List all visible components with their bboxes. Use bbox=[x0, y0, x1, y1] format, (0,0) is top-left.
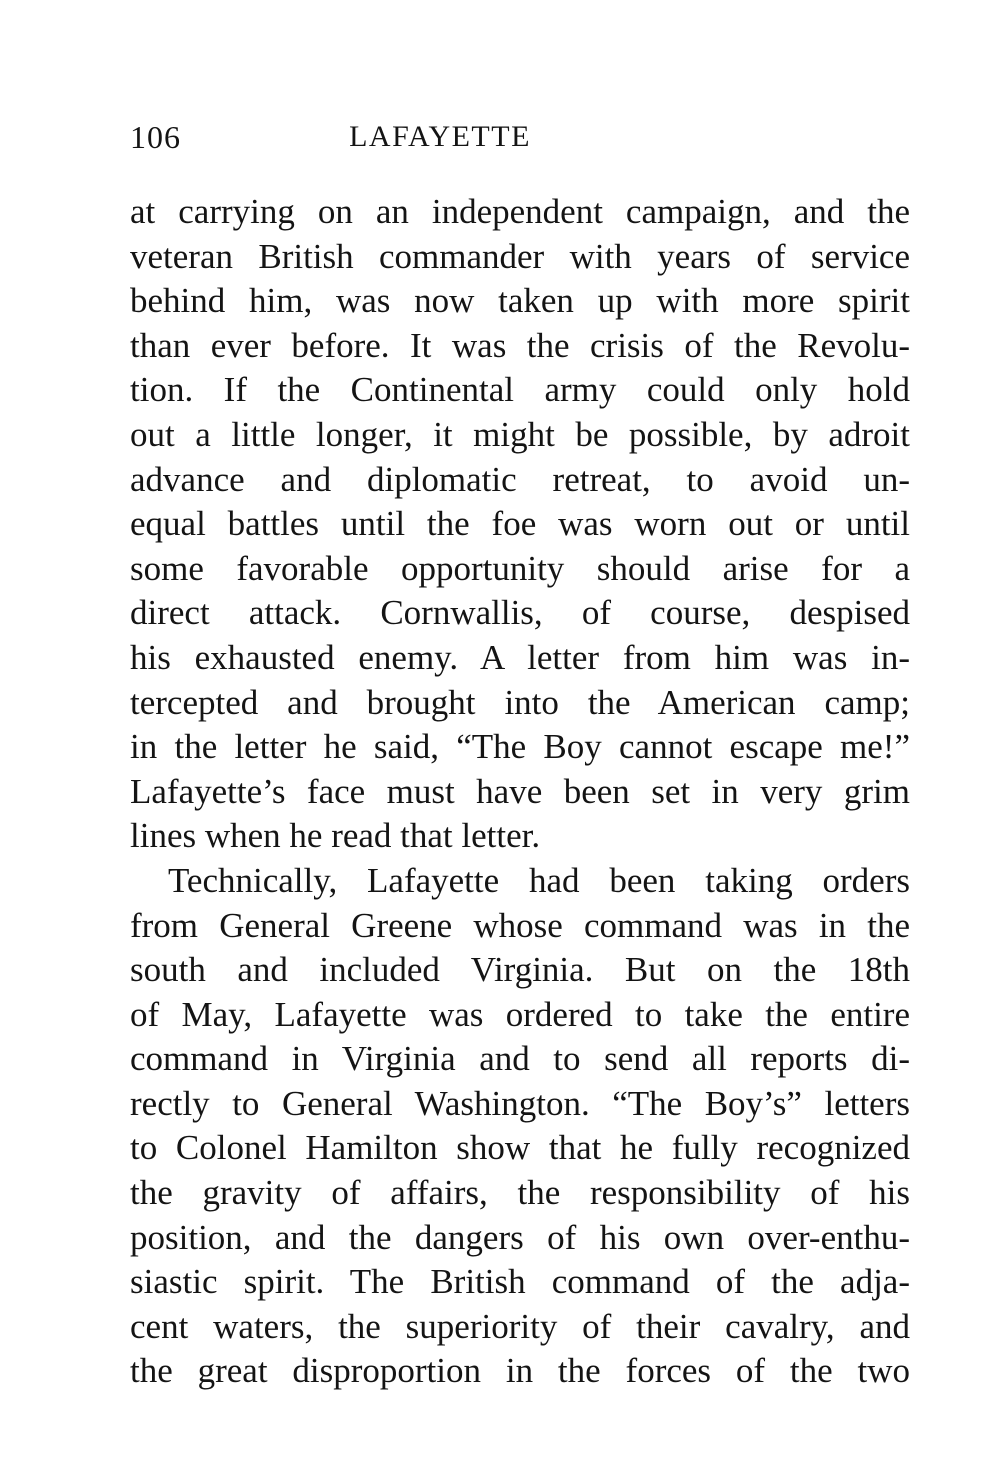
text-line: veteran British commander with years of service bbox=[130, 236, 910, 276]
text-line: Lafayette’s face must have been set in very grim bbox=[130, 771, 910, 811]
text-line: tercepted and brought into the American camp; bbox=[130, 682, 910, 722]
text-line: behind him, was now taken up with more spirit bbox=[130, 281, 910, 321]
text-line: his exhausted enemy. A letter from him was in- bbox=[130, 637, 910, 677]
page-header bbox=[130, 112, 910, 162]
text-line: in the letter he said, “The Boy cannot escape me!” bbox=[130, 727, 910, 767]
text-line: siastic spirit. The British command of the adja- bbox=[130, 1262, 910, 1302]
text-line: the great disproportion in the forces of the two bbox=[130, 1351, 910, 1391]
text-line: out a little longer, it might be possible, by adroit bbox=[130, 414, 910, 454]
paragraph-1 bbox=[130, 190, 910, 859]
text-line: than ever before. It was the crisis of the Revolu- bbox=[130, 325, 910, 365]
text-line: rectly to General Washington. “The Boy’s” letters bbox=[130, 1083, 910, 1123]
body-text bbox=[130, 190, 910, 1394]
page-number: 106 bbox=[130, 119, 181, 155]
text-line: position, and the dangers of his own over-enthu- bbox=[130, 1217, 910, 1257]
text-line: of May, Lafayette was ordered to take the entire bbox=[130, 994, 910, 1034]
text-line: the gravity of affairs, the responsibility of his bbox=[130, 1173, 910, 1213]
text-line: cent waters, the superiority of their cavalry, and bbox=[130, 1306, 910, 1346]
text-line: lines when he read that letter. bbox=[130, 816, 541, 856]
text-line: command in Virginia and to send all reports di- bbox=[130, 1039, 910, 1079]
text-line: tion. If the Continental army could only hold bbox=[130, 370, 910, 410]
text-line: equal battles until the foe was worn out or until bbox=[130, 504, 910, 544]
paragraph-2 bbox=[130, 859, 910, 1394]
text-line: at carrying on an independent campaign, and the bbox=[130, 192, 910, 231]
text-line: direct attack. Cornwallis, of course, despised bbox=[130, 593, 910, 633]
text-line: from General Greene whose command was in the bbox=[130, 905, 910, 945]
running-head: LAFAYETTE bbox=[349, 120, 531, 153]
text-line: some favorable opportunity should arise for a bbox=[130, 548, 910, 588]
text-line: to Colonel Hamilton show that he fully recognized bbox=[130, 1128, 910, 1168]
text-line: Technically, Lafayette had been taking orders bbox=[168, 860, 910, 900]
text-line: south and included Virginia. But on the 18th bbox=[130, 950, 910, 990]
text-line: advance and diplomatic retreat, to avoid un- bbox=[130, 459, 910, 499]
